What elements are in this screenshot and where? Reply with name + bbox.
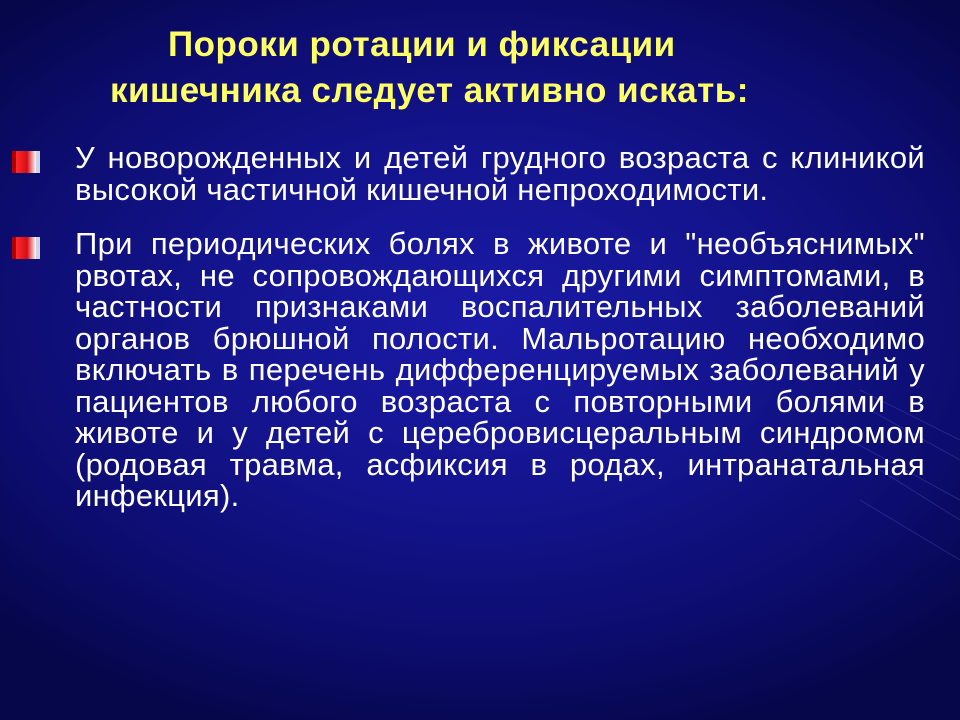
slide-title-line-1: Пороки ротации и фиксации	[168, 25, 676, 64]
slide-title-line-2: кишечника следует активно искать:	[110, 71, 749, 110]
bullet-text: При периодических болях в животе и "необъяснимых" рвотах, не сопровождающихся другими симптомами, в частности признаками воспалительных заболеваний органов брюшной полости. Мальротацию необходимо включать в перечень дифференцируемых заболеваний у пациентов любого возраста с повторными болями в животе и у детей с церебровисцеральным синдромом (родовая травма, асфиксия в родах, интранатальная инфекция).	[75, 226, 925, 513]
slide-title	[0, 22, 960, 114]
bullet-item	[10, 228, 925, 512]
bullet-list	[10, 142, 925, 512]
red-square-bullet-icon	[10, 149, 44, 175]
bullet-text: У новорожденных и детей грудного возраста с клиникой высокой частичной кишечной непроходимости.	[75, 140, 925, 207]
bullet-item	[10, 142, 925, 205]
red-square-bullet-icon	[10, 235, 44, 261]
